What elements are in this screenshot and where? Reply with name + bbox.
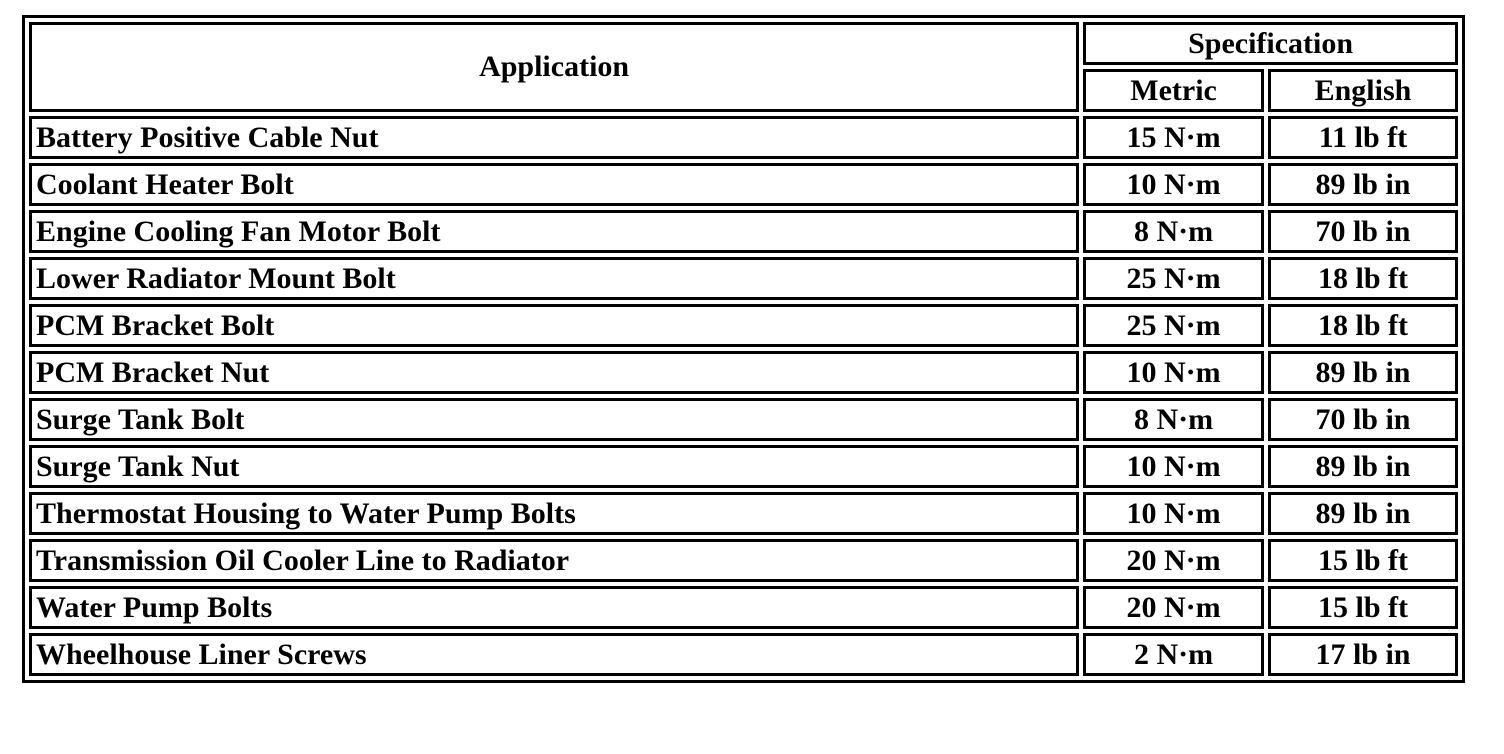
table-row: [29, 539, 1458, 582]
specification-header: Specification: [1083, 22, 1458, 65]
application-cell: Engine Cooling Fan Motor Bolt: [29, 210, 1079, 253]
english-value-cell: 11 lb ft: [1268, 116, 1458, 159]
table-row: [29, 257, 1458, 300]
application-cell: Lower Radiator Mount Bolt: [29, 257, 1079, 300]
application-cell: Battery Positive Cable Nut: [29, 116, 1079, 159]
application-cell: PCM Bracket Bolt: [29, 304, 1079, 347]
metric-value-cell: 25 N·m: [1083, 304, 1264, 347]
application-cell: Transmission Oil Cooler Line to Radiator: [29, 539, 1079, 582]
table-row: [29, 633, 1458, 676]
metric-value-cell: 8 N·m: [1083, 398, 1264, 441]
metric-value-cell: 20 N·m: [1083, 539, 1264, 582]
table-row: [29, 116, 1458, 159]
metric-value-cell: 10 N·m: [1083, 351, 1264, 394]
application-cell: Surge Tank Nut: [29, 445, 1079, 488]
metric-value-cell: 2 N·m: [1083, 633, 1264, 676]
table-row: [29, 492, 1458, 535]
table-header: [29, 22, 1458, 112]
application-cell: Coolant Heater Bolt: [29, 163, 1079, 206]
metric-value-cell: 20 N·m: [1083, 586, 1264, 629]
english-value-cell: 15 lb ft: [1268, 539, 1458, 582]
table-row: [29, 304, 1458, 347]
application-cell: Water Pump Bolts: [29, 586, 1079, 629]
metric-value-cell: 10 N·m: [1083, 163, 1264, 206]
english-value-cell: 89 lb in: [1268, 445, 1458, 488]
fastener-specification-table: [22, 15, 1465, 683]
metric-value-cell: 8 N·m: [1083, 210, 1264, 253]
table-row: [29, 163, 1458, 206]
english-value-cell: 89 lb in: [1268, 351, 1458, 394]
english-value-cell: 18 lb ft: [1268, 304, 1458, 347]
application-cell: Wheelhouse Liner Screws: [29, 633, 1079, 676]
table-row: [29, 586, 1458, 629]
metric-value-cell: 10 N·m: [1083, 445, 1264, 488]
table-row: [29, 398, 1458, 441]
table-row: [29, 351, 1458, 394]
english-value-cell: 89 lb in: [1268, 163, 1458, 206]
english-value-cell: 17 lb in: [1268, 633, 1458, 676]
table-body: [29, 116, 1458, 676]
application-cell: Surge Tank Bolt: [29, 398, 1079, 441]
english-header: English: [1268, 69, 1458, 112]
table-row: [29, 210, 1458, 253]
english-value-cell: 70 lb in: [1268, 398, 1458, 441]
metric-header: Metric: [1083, 69, 1264, 112]
english-value-cell: 89 lb in: [1268, 492, 1458, 535]
english-value-cell: 18 lb ft: [1268, 257, 1458, 300]
application-cell: PCM Bracket Nut: [29, 351, 1079, 394]
metric-value-cell: 15 N·m: [1083, 116, 1264, 159]
table-row: [29, 445, 1458, 488]
application-header: Application: [29, 22, 1079, 112]
application-cell: Thermostat Housing to Water Pump Bolts: [29, 492, 1079, 535]
english-value-cell: 70 lb in: [1268, 210, 1458, 253]
metric-value-cell: 25 N·m: [1083, 257, 1264, 300]
metric-value-cell: 10 N·m: [1083, 492, 1264, 535]
english-value-cell: 15 lb ft: [1268, 586, 1458, 629]
